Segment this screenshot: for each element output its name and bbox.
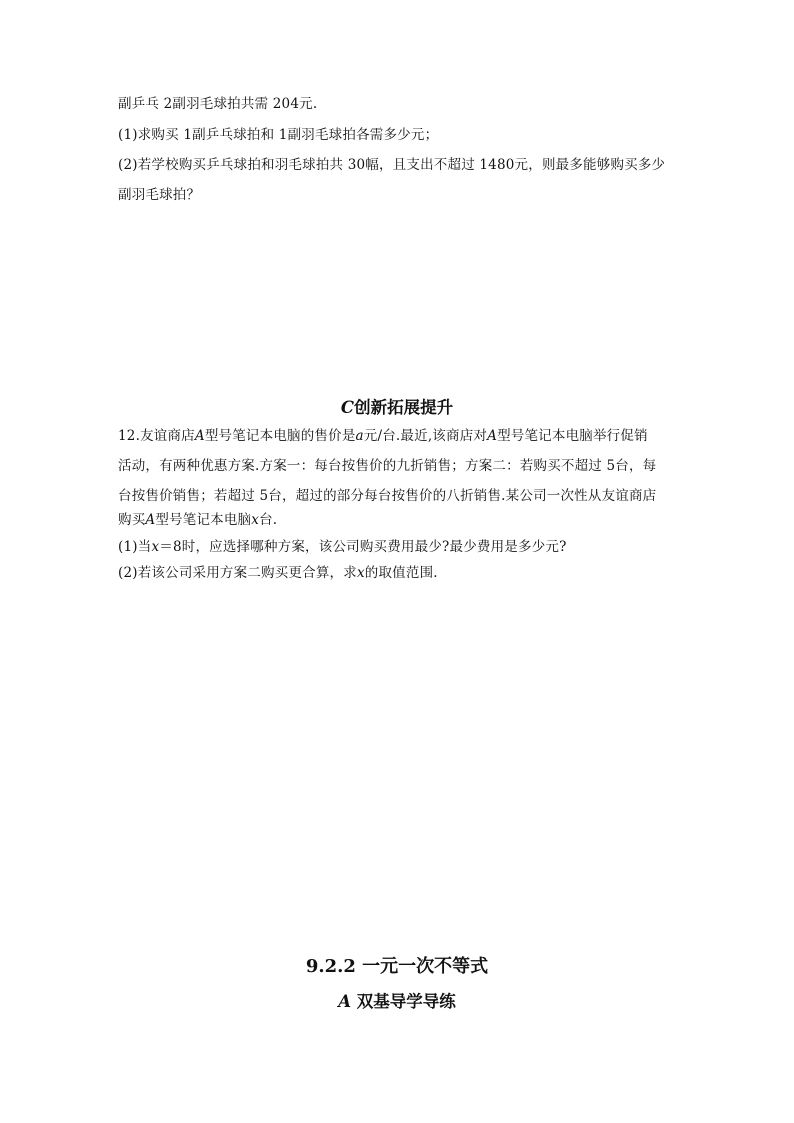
text-span: 台. — [259, 512, 278, 528]
text-span: ＝8时，应选择哪种方案，该公司购买费用最少?最少费用是多少元? — [159, 539, 567, 555]
text-span: 型号笔记本电脑的售价是 — [204, 428, 356, 444]
text-span: (2)若该公司采用方案二购买更合算，求 — [118, 565, 357, 581]
section-a-title: 双基导学导练 — [356, 992, 456, 1011]
text-span: (1)当 — [118, 539, 152, 555]
variable: x — [356, 565, 365, 581]
chapter-title: 9.2.2 一元一次不等式 — [305, 956, 489, 977]
problem-11-question-1: (1)求购买 1副乒乓球拍和 1副羽毛球拍各需多少元； — [118, 127, 439, 143]
text-span: 的取值范围. — [364, 565, 438, 581]
variable: A — [487, 428, 498, 444]
variable: x — [151, 539, 160, 555]
text-span: 型号笔记本电脑 — [155, 512, 252, 528]
problem-12-line-1 — [118, 426, 648, 446]
problem-11-question-2-line-2: 副羽毛球拍？ — [118, 187, 201, 203]
text-span: 12.友谊商店 — [118, 428, 195, 444]
text-span: 元/台.最近,该商店对 — [363, 428, 488, 444]
problem-12-line-2: 活动，有两种优惠方案.方案一：每台按售价的九折销售；方案二：若购买不超过 5台，每 — [118, 458, 657, 474]
problem-12-question-2 — [118, 563, 438, 583]
section-c-heading — [0, 394, 794, 418]
section-c-letter: C — [340, 398, 355, 417]
problem-12-line-3: 台按售价销售；若超过 5台，超过的部分每台按售价的八折销售.某公司一次性从友谊商店 — [118, 488, 657, 504]
problem-12-question-1 — [118, 537, 567, 557]
section-c-title: 创新拓展提升 — [354, 398, 454, 417]
problem-11-line-1: 副乒乓 2副羽毛球拍共需 204元. — [118, 96, 318, 112]
section-a-letter: A — [338, 992, 352, 1011]
variable: A — [145, 512, 156, 528]
text-span: 购买 — [118, 512, 146, 528]
text-span: 型号笔记本电脑举行促销 — [497, 428, 648, 444]
problem-11-question-2-line-1: (2)若学校购买乒乓球拍和羽毛球拍共 30幅，且支出不超过 1480元，则最多能够购买多少 — [118, 157, 666, 173]
variable: a — [355, 428, 364, 444]
section-a-heading — [0, 988, 794, 1012]
variable: A — [194, 428, 205, 444]
problem-12-line-4 — [118, 510, 277, 530]
variable: x — [251, 512, 260, 528]
